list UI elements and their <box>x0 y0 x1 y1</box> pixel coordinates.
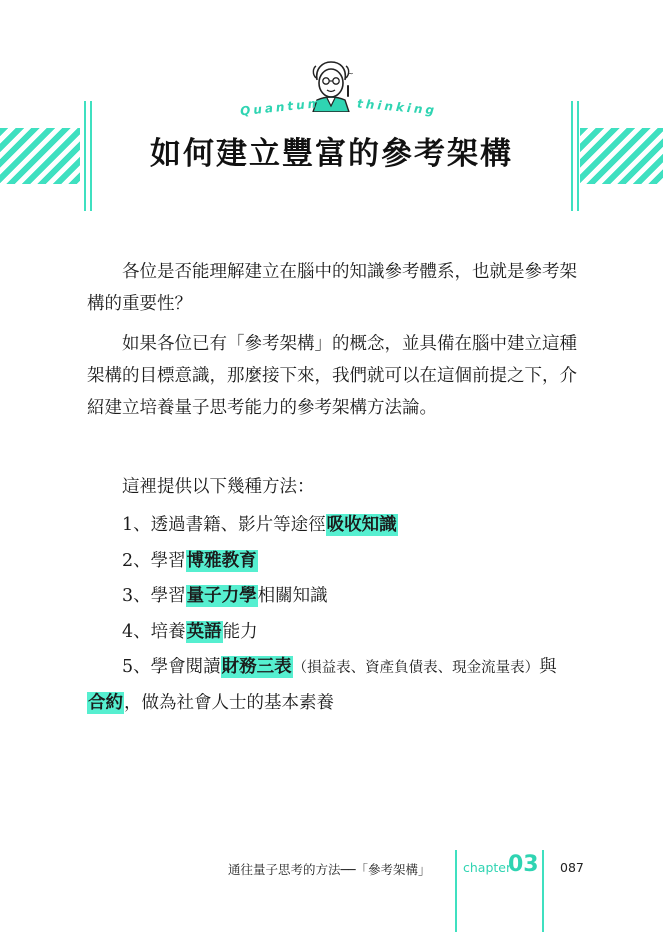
svg-text:~: ~ <box>347 69 354 78</box>
list-item-suffix: ，做為社會人士的基本素養 <box>124 693 334 713</box>
list-item-highlight: 博雅教育 <box>186 551 257 571</box>
list-continuation <box>87 689 334 714</box>
header-rule-right-outer <box>577 101 579 211</box>
header-rule-left-outer <box>84 101 86 211</box>
list-item-suffix: 相關知識 <box>257 586 328 606</box>
running-title: 通往量子思考的方法──「參考架構」 <box>228 862 431 877</box>
list-item <box>122 582 328 607</box>
list-intro: 這裡提供以下幾種方法： <box>122 477 315 497</box>
list-item <box>122 511 398 536</box>
header-rule-right-inner <box>571 101 573 211</box>
list-item-prefix: 3、學習 <box>122 586 186 606</box>
footer-divider-left <box>455 850 457 932</box>
list-item-highlight: 量子力學 <box>186 586 257 606</box>
paragraph-1: 各位是否能理解建立在腦中的知識參考體系，也就是參考架構的重要性？ <box>87 262 577 314</box>
page-title: 如何建立豐富的參考架構 <box>150 136 513 172</box>
list-item-highlight: 財務三表 <box>221 657 292 677</box>
list-item-highlight: 吸收知識 <box>326 515 397 535</box>
list-item <box>122 618 258 643</box>
chapter-label: chapter <box>463 860 512 875</box>
list-item <box>122 547 258 572</box>
list-item-suffix: 與 <box>539 657 557 677</box>
list-item-prefix: 5、學會閱讀 <box>122 657 221 677</box>
header-rule-left-inner <box>90 101 92 211</box>
list-item-note: （損益表、資產負債表、現金流量表） <box>292 660 540 676</box>
list-item-prefix: 4、培養 <box>122 622 186 642</box>
list-item-highlight: 英語 <box>186 622 222 642</box>
left-stripe-band <box>0 128 80 184</box>
footer-divider-right <box>542 850 544 932</box>
list-item-suffix: 能力 <box>222 622 258 642</box>
brand-thinking: thinking <box>356 96 438 118</box>
list-item <box>122 653 557 678</box>
list-item-prefix: 2、學習 <box>122 551 186 571</box>
chapter-number: 03 <box>508 852 539 877</box>
paragraph-2: 如果各位已有「參考架構」的概念，並具備在腦中建立這種架構的目標意識，那麼接下來，我們就可以在這個前提之下，介紹建立培養量子思考能力的參考架構方法論。 <box>87 334 577 418</box>
right-stripe-band <box>580 128 663 184</box>
page-number: 087 <box>560 860 584 875</box>
list-item-prefix: 1、透過書籍、影片等途徑 <box>122 515 326 535</box>
list-item-highlight: 合約 <box>88 693 123 713</box>
brand-quantum: Quantum <box>239 95 324 119</box>
